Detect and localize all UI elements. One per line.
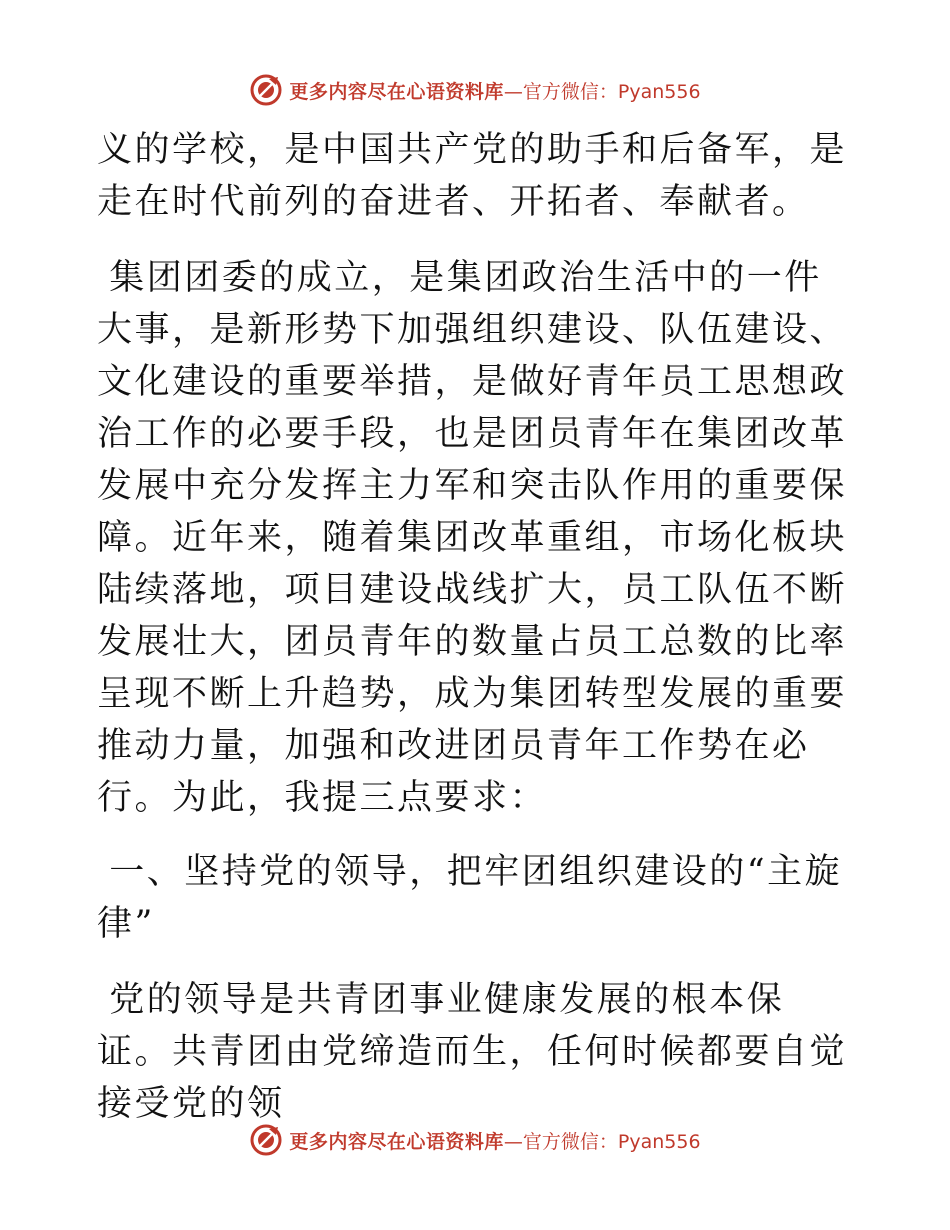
paragraph-1: 义的学校，是中国共产党的助手和后备军，是走在时代前列的奋进者、开拓者、奉献者。 bbox=[97, 130, 848, 222]
document-body bbox=[97, 124, 853, 1130]
footer-watermark-banner bbox=[0, 1120, 950, 1160]
seal-logo-icon bbox=[249, 73, 283, 107]
seal-logo-icon bbox=[249, 1123, 283, 1157]
paragraph-2: 集团团委的成立，是集团政治生活中的一件大事，是新形势下加强组织建设、队伍建设、文化建设的重要举措，是做好青年员工思想政治工作的必要手段，也是团员青年在集团改革发展中充分发挥主力军和突击队作用的重要保障。近年来，随着集团改革重组，市场化板块陆续落地，项目建设战线扩大，员工队伍不断发展壮大，团员青年的数量占员工总数的比率呈现不断上升趋势，成为集团转型发展的重要推动力量，加强和改进团员青年工作势在必行。为此，我提三点要求： bbox=[97, 258, 848, 818]
banner-brand-text: 更多内容尽在心语资料库 bbox=[289, 1130, 504, 1153]
banner-wechat-text: —官方微信：Pyan556 bbox=[503, 1130, 701, 1153]
banner-wechat-text: —官方微信：Pyan556 bbox=[503, 80, 701, 103]
banner-brand-text: 更多内容尽在心语资料库 bbox=[289, 80, 504, 103]
section-heading-1: 一、坚持党的领导，把牢团组织建设的“主旋律” bbox=[97, 852, 843, 944]
paragraph-3: 党的领导是共青团事业健康发展的根本保证。共青团由党缔造而生，任何时候都要自觉接受党的领 bbox=[97, 980, 848, 1124]
header-watermark-banner bbox=[0, 70, 950, 110]
